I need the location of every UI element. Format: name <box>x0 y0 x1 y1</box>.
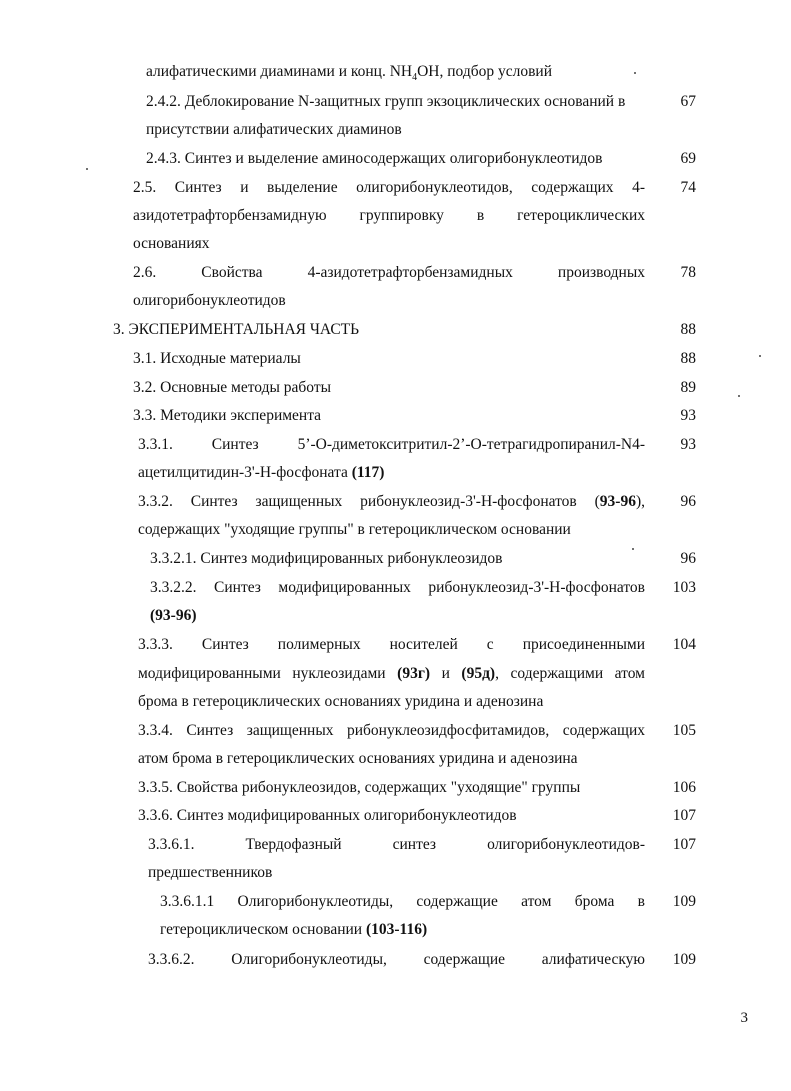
toc-page: 106 <box>672 779 696 796</box>
toc-page: 93 <box>680 436 696 453</box>
toc-page: 96 <box>680 550 696 567</box>
toc-page: 89 <box>680 379 696 396</box>
toc-page: 109 <box>672 893 696 910</box>
toc-page: 103 <box>672 579 696 596</box>
toc-page: 74 <box>680 179 696 196</box>
toc-page: 67 <box>680 93 696 110</box>
toc-page: 96 <box>680 493 696 510</box>
toc-page: 107 <box>672 807 696 824</box>
toc-entry-3-3-4: 3.3.4. Синтез защищенных рибонуклеозидфосфитамидов, содержащих <box>138 722 645 739</box>
toc-line: брома в гетероциклических основаниях уридина и аденозина <box>138 693 544 710</box>
toc-line: атом брома в гетероциклических основаниях уридина и аденозина <box>138 750 578 767</box>
toc-line: ацетилцитидин-3'-Н-фосфоната (117) <box>138 464 385 481</box>
toc-page: 105 <box>672 722 696 739</box>
toc-page: 69 <box>680 150 696 167</box>
scan-speck <box>634 72 636 74</box>
scan-speck <box>86 168 88 170</box>
toc-line: модифицированными нуклеозидами (93г) и (95д), содержащими атом <box>138 665 645 682</box>
toc-entry-3-2: 3.2. Основные методы работы <box>133 379 332 396</box>
toc-entry-3-3-3: 3.3.3. Синтез полимерных носителей с присоединенными <box>138 636 645 653</box>
toc-entry-3-3-1: 3.3.1. Синтез 5’-О-диметокситритил-2’-О-тетрагидропиранил-N4- <box>138 436 645 453</box>
toc-page: 107 <box>672 836 696 853</box>
page-number: 3 <box>740 1010 748 1026</box>
toc-line: олигорибонуклеотидов <box>133 292 286 309</box>
toc-entry-2-5: 2.5. Синтез и выделение олигорибонуклеотидов, содержащих 4- <box>133 179 645 196</box>
toc-line: присутствии алифатических диаминов <box>146 121 402 138</box>
toc-line: гетероциклическом основании (103-116) <box>160 921 428 938</box>
toc-page: 109 <box>672 951 696 968</box>
toc-entry-3-3-2: 3.3.2. Синтез защищенных рибонуклеозид-3'-Н-фосфонатов (93-96), <box>138 493 645 510</box>
toc-line: основаниях <box>133 235 210 252</box>
toc-chapter-3: 3. ЭКСПЕРИМЕНТАЛЬНАЯ ЧАСТЬ <box>113 321 360 338</box>
toc-entry-2-4-3: 2.4.3. Синтез и выделение аминосодержащих олигорибонуклеотидов <box>146 150 603 167</box>
toc-page: 93 <box>680 407 696 424</box>
toc-line: (93-96) <box>150 607 197 624</box>
toc-page: 88 <box>680 350 696 367</box>
toc-line: содержащих "уходящие группы" в гетероциклическом основании <box>138 521 571 538</box>
scan-speck <box>632 548 634 550</box>
scan-speck <box>759 355 761 357</box>
toc-entry-3-3-2-1: 3.3.2.1. Синтез модифицированных рибонуклеозидов <box>150 550 503 567</box>
toc-entry-2-6: 2.6. Свойства 4-азидотетрафторбензамидных производных <box>133 264 645 281</box>
toc-entry-3-3-2-2: 3.3.2.2. Синтез модифицированных рибонуклеозид-3'-Н-фосфонатов <box>150 579 645 596</box>
toc-page: 88 <box>680 321 696 338</box>
toc-line: предшественников <box>148 864 273 881</box>
toc-entry-2-4-2: 2.4.2. Деблокирование N-защитных групп экзоциклических оснований в <box>146 93 626 110</box>
toc-entry-3-1: 3.1. Исходные материалы <box>133 350 301 367</box>
toc-entry-3-3-6-1: 3.3.6.1. Твердофазный синтез олигорибонуклеотидов- <box>148 836 645 853</box>
toc-page: 104 <box>672 636 696 653</box>
toc-entry-3-3-5: 3.3.5. Свойства рибонуклеозидов, содержащих "уходящие" группы <box>138 779 581 796</box>
toc-entry-3-3-6-1-1: 3.3.6.1.1 Олигорибонуклеотиды, содержащие атом брома в <box>160 893 645 910</box>
toc-entry-3-3-6-2: 3.3.6.2. Олигорибонуклеотиды, содержащие алифатическую <box>148 951 645 968</box>
scan-speck <box>738 395 740 397</box>
toc-page: 78 <box>680 264 696 281</box>
toc-entry-3-3: 3.3. Методики эксперимента <box>133 407 322 424</box>
toc-line: алифатическими диаминами и конц. $NH_4OH$, подбор условий <box>146 63 552 84</box>
toc-line: азидотетрафторбензамидную группировку в гетероциклических <box>133 207 645 224</box>
toc-entry-3-3-6: 3.3.6. Синтез модифицированных олигорибонуклеотидов <box>138 807 517 824</box>
